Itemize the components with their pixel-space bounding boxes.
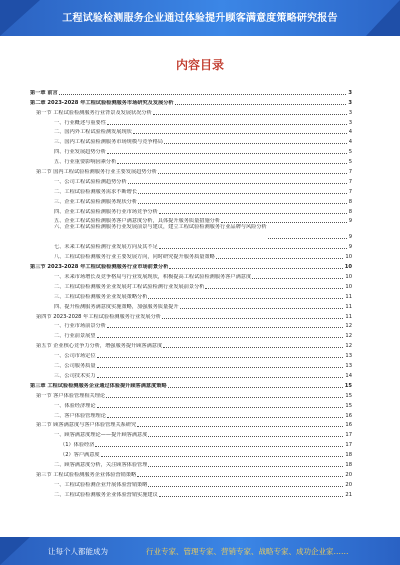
toc-entry-title: 七、未来工程试验检测行业发展方向及其不足 <box>54 244 158 251</box>
toc-page-number: 3 <box>348 99 352 106</box>
toc-entry-title: 三、公司技术实力 <box>54 372 96 379</box>
toc-entry-title: 一、顾客满意度理论——提升顾客满意度 <box>54 432 148 439</box>
toc-leader-dots <box>97 353 344 358</box>
toc-leader-dots <box>159 209 347 214</box>
toc-page-number: 5 <box>348 159 352 166</box>
toc-entry-title: （2）客户满意度 <box>60 452 100 459</box>
toc-page-number: 7 <box>348 188 352 195</box>
toc-leader-dots <box>164 139 347 144</box>
toc-leader-dots <box>163 343 343 348</box>
toc-page-number: 13 <box>345 363 352 370</box>
toc-entry[interactable] <box>30 419 352 429</box>
toc-page-number: 10 <box>345 274 352 281</box>
toc-entry[interactable] <box>30 145 352 155</box>
toc-page-number: 14 <box>345 372 352 379</box>
toc-entry-title: 一、工程试验检测企业开展体验营销策略 <box>54 481 148 488</box>
toc-page-number: 10 <box>345 254 352 261</box>
toc-entry[interactable] <box>30 339 352 349</box>
toc-page-number: 5 <box>348 149 352 156</box>
toc-page-number: 4 <box>348 129 352 136</box>
toc-page-number: 10 <box>344 264 352 271</box>
toc-page-number: 11 <box>345 303 352 310</box>
toc-entry-title: 第二节 国内工程试验检测服务行业主要发展趋势分析 <box>36 169 157 176</box>
toc-page-number: 12 <box>345 323 352 330</box>
toc-entry[interactable] <box>30 205 352 215</box>
toc-entry-title: 一、行业市场前景分析 <box>54 323 106 330</box>
toc-entry[interactable] <box>30 359 352 369</box>
toc-entry[interactable] <box>30 478 352 488</box>
toc-page-number: 12 <box>345 343 352 350</box>
toc-entry-title: 二、顾客满意度分析，关注顾客体验管理 <box>54 461 148 468</box>
toc-page-number: 9 <box>348 234 352 241</box>
toc-entry[interactable] <box>30 195 352 205</box>
toc-page-number: 10 <box>345 283 352 290</box>
toc-entry[interactable] <box>30 438 352 448</box>
toc-entry-title: 四、行业发展趋势分析 <box>54 149 106 156</box>
toc-page-number: 21 <box>345 491 352 498</box>
toc-entry[interactable] <box>30 379 352 389</box>
toc-entry[interactable] <box>30 116 352 126</box>
toc-page-number: 15 <box>344 382 352 389</box>
toc-entry-title: 第五节 企业核心竞争力分析，增强服务提升顾客满意度 <box>36 343 163 350</box>
toc-entry[interactable] <box>30 86 352 96</box>
toc-entry-title: 一、公司工程试验检测趋势分析 <box>54 178 127 185</box>
toc-leader-dots <box>97 363 344 368</box>
toc-leader-dots <box>97 333 344 338</box>
toc-leader-dots <box>95 442 343 447</box>
toc-leader-dots <box>148 482 343 487</box>
toc-page-number: 15 <box>345 402 352 409</box>
toc-page-number: 16 <box>345 422 352 429</box>
toc-page-number: 11 <box>345 313 352 320</box>
table-of-contents <box>30 86 352 498</box>
toc-entry-title: 二、公司服务质量 <box>54 363 96 370</box>
toc-page-number: 8 <box>348 198 352 205</box>
toc-page-number: 9 <box>348 218 352 225</box>
toc-leader-dots <box>180 304 344 309</box>
toc-leader-dots <box>97 403 344 408</box>
toc-leader-dots <box>159 492 344 497</box>
toc-entry[interactable] <box>30 126 352 136</box>
toc-entry[interactable] <box>30 106 352 116</box>
toc-entry-title: 第二章 2023-2028 年工程试验检测服务市场研究及发展分析 <box>30 99 174 106</box>
toc-leader-dots <box>169 264 342 269</box>
toc-page-number: 18 <box>345 452 352 459</box>
toc-entry[interactable] <box>30 389 352 399</box>
toc-entry[interactable] <box>30 399 352 409</box>
toc-leader-dots <box>137 472 343 477</box>
toc-entry[interactable] <box>30 240 352 250</box>
toc-leader-dots <box>153 110 347 115</box>
toc-leader-dots <box>137 422 343 427</box>
toc-page-number: 3 <box>348 109 352 116</box>
toc-entry-title: 三、工程试验检测服务企业发展策略分析 <box>54 293 148 300</box>
toc-leader-dots <box>107 413 344 418</box>
toc-leader-dots <box>268 234 347 239</box>
toc-entry-title: 三、国内工程试验检测服务市场规模与竞争格局 <box>54 139 163 146</box>
toc-entry[interactable] <box>30 458 352 468</box>
toc-leader-dots <box>107 120 347 125</box>
toc-leader-dots <box>97 373 344 378</box>
toc-entry[interactable] <box>30 448 352 458</box>
toc-entry-title: 一、未来市场增长及竞争格局与行业发展现状，积极提高工程试验检测服务客户满意度 <box>54 274 252 281</box>
toc-entry[interactable] <box>30 349 352 359</box>
toc-page-number: 7 <box>348 178 352 185</box>
toc-entry[interactable] <box>30 175 352 185</box>
toc-heading: 内容目录 <box>175 58 224 72</box>
toc-entry-title: 第一章 前言 <box>30 89 58 96</box>
toc-leader-dots <box>107 323 344 328</box>
toc-page-number: 18 <box>345 461 352 468</box>
toc-entry-title: 二、工程试验检测服务需求不断增长 <box>54 188 138 195</box>
toc-leader-dots <box>221 218 347 223</box>
toc-entry[interactable] <box>30 270 352 280</box>
toc-leader-dots <box>117 159 346 164</box>
toc-page-number: 12 <box>345 333 352 340</box>
footer-left-accent <box>0 537 30 565</box>
toc-entry[interactable] <box>30 260 352 270</box>
footer-banner <box>0 537 400 565</box>
toc-entry[interactable] <box>30 155 352 165</box>
toc-entry-title: 六、企业工程试验检测服务行业发展前景与建议，建立工程试验检测服务行业品牌与风险分析 <box>54 224 267 231</box>
toc-entry[interactable] <box>30 280 352 290</box>
footer-roles: 行业专家、管理专家、营销专家、战略专家、成功企业家…… <box>146 547 349 556</box>
toc-entry-title: 第二节 顾客满意度与客户体验管理关系研究 <box>36 422 137 429</box>
header-banner <box>0 0 400 36</box>
toc-entry-title: 第一节 工程试验检测服务行业背景及发展状况分析 <box>36 109 152 116</box>
toc-leader-dots <box>159 244 347 249</box>
toc-entry[interactable] <box>30 185 352 195</box>
toc-page-number: 4 <box>348 139 352 146</box>
toc-leader-dots <box>107 149 347 154</box>
toc-leader-dots <box>158 169 347 174</box>
report-title: 工程试验检测服务企业通过体验提升顾客满意度策略研究报告 <box>62 13 338 24</box>
toc-entry[interactable] <box>30 409 352 419</box>
toc-entry[interactable] <box>30 96 352 106</box>
toc-leader-dots <box>138 189 347 194</box>
toc-entry[interactable] <box>30 250 352 260</box>
toc-leader-dots <box>101 452 344 457</box>
footer-slogan: 让每个人都能成为 <box>48 547 108 556</box>
toc-entry[interactable] <box>30 428 352 438</box>
toc-page-number: 7 <box>348 169 352 176</box>
toc-entry[interactable] <box>30 300 352 310</box>
toc-page-number: 3 <box>348 119 352 126</box>
toc-page-number: 17 <box>345 432 352 439</box>
toc-page-number: 17 <box>345 442 352 449</box>
toc-leader-dots <box>148 294 343 299</box>
toc-leader-dots <box>133 129 347 134</box>
toc-entry-title: 第四节 2023-2028 年工程试验检测服务行业发展分析 <box>36 313 161 320</box>
toc-page-number: 20 <box>345 471 352 478</box>
toc-page-number: 13 <box>345 353 352 360</box>
toc-entry-title: 三、企业工程试验检测服务现状分析 <box>54 198 138 205</box>
toc-entry-title: 四、提升检测服务满意度实施策略，加强服务质量提升 <box>54 303 179 310</box>
toc-leader-dots <box>148 432 343 437</box>
toc-leader-dots <box>128 179 347 184</box>
toc-entry-title: 四、企业工程试验检测服务行业市场竞争分析 <box>54 208 158 215</box>
toc-entry-title: 二、国内外工程试验检测发展现状 <box>54 129 132 136</box>
toc-leader-dots <box>216 254 344 259</box>
toc-entry-title: （1）体验经济 <box>60 442 95 449</box>
toc-entry[interactable] <box>30 290 352 300</box>
toc-entry-title: 第三节 工程试验检测服务企业体验营销策略 <box>36 471 137 478</box>
toc-entry[interactable] <box>30 329 352 339</box>
toc-entry-title: 五、行业重要影响因素分析 <box>54 159 117 166</box>
toc-entry[interactable] <box>30 215 352 225</box>
toc-entry-title: 二、客户体验管理理论 <box>54 412 106 419</box>
toc-entry-title: 一、行业概述与重要性 <box>54 119 106 126</box>
toc-page-number: 9 <box>348 244 352 251</box>
toc-entry-title: 一、公司市场定位 <box>54 353 96 360</box>
toc-entry-title: 八、工程试验检测服务行业主要发展方向，同时研究提升服务质量策略 <box>54 254 215 261</box>
toc-entry-title: 第三节 2023-2028 年工程试验检测服务行业市场前景分析 <box>30 264 169 271</box>
toc-page-number: 20 <box>345 481 352 488</box>
toc-page-number: 15 <box>345 392 352 399</box>
toc-leader-dots <box>106 393 343 398</box>
toc-leader-dots <box>168 383 343 388</box>
toc-entry-title: 二、工程试验检测服务企业发展对工程试验检测行业发展前景分析 <box>54 283 205 290</box>
toc-entry[interactable] <box>30 320 352 330</box>
toc-entry[interactable] <box>30 488 352 498</box>
toc-entry-title: 第一节 客户体验管理相关理论 <box>36 392 106 399</box>
toc-leader-dots <box>252 274 343 279</box>
toc-leader-dots <box>59 90 347 95</box>
toc-entry-title: 第三章 工程试验检测服务企业通过体验提升顾客满意度策略 <box>30 382 167 389</box>
toc-entry[interactable] <box>30 135 352 145</box>
toc-leader-dots <box>175 100 347 105</box>
toc-page-number: 3 <box>348 89 352 96</box>
toc-entry[interactable] <box>30 165 352 175</box>
toc-leader-dots <box>148 462 343 467</box>
toc-entry-title: 二、行业前景展望 <box>54 333 96 340</box>
toc-entry-title: 五、企业工程试验检测服务客户满意度分析，具体提升服务质量措施分析 <box>54 218 221 225</box>
toc-leader-dots <box>205 284 343 289</box>
toc-entry[interactable] <box>30 468 352 478</box>
toc-entry[interactable] <box>30 310 352 320</box>
toc-leader-dots <box>138 199 347 204</box>
toc-page-number: 8 <box>348 208 352 215</box>
toc-entry[interactable] <box>30 224 352 240</box>
toc-entry-title: 二、工程试验检测服务企业体验营销实施建议 <box>54 491 158 498</box>
toc-page-number: 16 <box>345 412 352 419</box>
toc-leader-dots <box>162 314 343 319</box>
toc-page-number: 11 <box>345 293 352 300</box>
toc-entry[interactable] <box>30 369 352 379</box>
toc-entry-title: 一、体验经济理论 <box>54 402 96 409</box>
